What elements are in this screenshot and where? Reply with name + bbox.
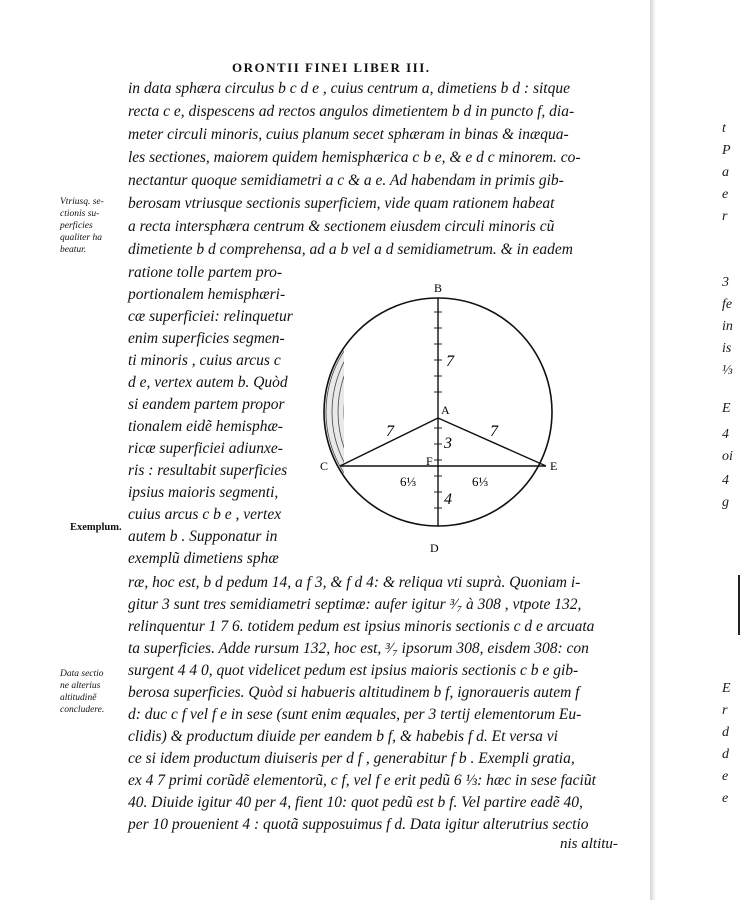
neighbor-page-fragment: r	[722, 703, 728, 718]
text-line: berosa superficies. Quòd si habueris altitudinem b f, ignoraueris autem f	[128, 684, 580, 701]
margin-note-sections: Vtriusq. se- ctionis su- perficies qualiter ha beatur.	[60, 197, 104, 255]
label-a: A	[441, 403, 450, 417]
text-line: ratione tolle partem pro-	[128, 264, 282, 281]
neighbor-page-fragment: E	[722, 401, 731, 416]
neighbor-page-fragment: is	[722, 341, 732, 356]
text-line: ti minoris , cuius arcus c	[128, 352, 281, 369]
text-line: ræ, hoc est, b d pedum 14, a f 3, & f d 4: & reliqua vti suprà. Quoniam i-	[128, 574, 581, 591]
neighbor-page-fragment: r	[722, 209, 728, 224]
neighbor-page-fragment: P	[722, 143, 731, 158]
margin-note-example: Exemplum.	[70, 522, 122, 533]
neighbor-page-fragment: fe	[722, 297, 733, 312]
text-line: autem b . Supponatur in	[128, 528, 278, 545]
running-header: ORONTII FINEI LIBER III.	[232, 60, 431, 75]
margin-note-altitude: Data sectio ne alterius altitudinẽ concludere.	[60, 669, 105, 715]
neighbor-page-fragment: e	[722, 791, 729, 806]
gutter-shadow	[650, 0, 656, 900]
label-b: B	[434, 281, 443, 295]
neighbor-page-fragment: a	[722, 165, 729, 180]
text-line: per 10 prouenient 4 : quotã supposuimus f d. Data igitur alterutrius sectio	[128, 816, 589, 833]
catchword: nis altitu-	[560, 836, 618, 852]
neighbor-page-fragment: g	[722, 495, 729, 510]
text-line: recta c e, dispescens ad rectos angulos dimetientem b d in puncto f, dia-	[128, 103, 575, 120]
label-d: D	[430, 541, 439, 555]
text-line: ricæ superficiei adiunxe-	[128, 440, 283, 457]
neighbor-page-fragment: 4	[722, 427, 729, 442]
text-line: ris : resultabit superficies	[128, 462, 288, 479]
text-line: surgent 4 4 0, quot videlicet pedum est ipsius maioris sectionis c b e gib-	[128, 662, 579, 679]
text-line: d e, vertex autem b. Quòd	[128, 374, 288, 391]
neighbor-page-fragment: t	[722, 121, 726, 136]
neighbor-page-fragment: in	[722, 319, 733, 334]
measure-fe: 6⅓	[472, 474, 489, 489]
text-line: gitur 3 sunt tres semidiametri septimæ: aufer igitur ³⁄₇ à 308 , vtpote 132,	[128, 596, 582, 613]
text-line: cuius arcus c b e , vertex	[128, 506, 282, 523]
neighbor-page-fragment: 4	[722, 473, 729, 488]
text-line: meter circuli minoris, cuius planum secet sphæram in binas & inæqua-	[128, 126, 569, 143]
text-line: ta superficies. Adde rursum 132, hoc est, ³⁄₇ ipsorum 308, eisdem 308: con	[128, 640, 589, 657]
text-line: tionalem eidẽ hemisphæ-	[128, 418, 283, 435]
text-line: a recta intersphæra centrum & sectionem eiusdem circuli minoris cũ	[128, 218, 555, 235]
text-line: dimetiente b d comprehensa, ad a b vel a d semidiametrum. & in eadem	[128, 241, 573, 258]
text-line: ipsius maioris segmenti,	[128, 484, 279, 501]
label-c: C	[320, 459, 329, 473]
text-line: si eandem partem propor	[128, 396, 285, 413]
text-line: cæ superficiei: relinquetur	[128, 308, 293, 325]
label-e: E	[550, 459, 558, 473]
measure-fd: 4	[444, 491, 452, 508]
neighbor-page-fragment: d	[722, 747, 729, 762]
text-line: exemplũ dimetiens sphæ	[128, 550, 279, 567]
text-line: ce si idem productum diuiseris per d f , generabitur f b . Exempli gratia,	[128, 750, 575, 767]
text-line: 40. Diuide igitur 40 per 4, fient 10: quot pedũ est b f. Vel partire eadẽ 40,	[128, 794, 583, 811]
text-line: nectantur quoque semidiametri a c & a e. Ad habendam in primis gib-	[128, 172, 564, 189]
neighbor-page-fragment: e	[722, 769, 729, 784]
neighbor-page-fragment: e	[722, 187, 729, 202]
measure-af: 3	[444, 435, 452, 452]
measure-ab: 7	[446, 353, 454, 370]
measure-cf: 6⅓	[400, 474, 417, 489]
text-line: clidis) & productum diuide per eandem b f, & habebis f d. Et versa vi	[128, 728, 558, 745]
measure-ae: 7	[490, 423, 498, 440]
neighbor-page-fragment: 3	[722, 275, 729, 290]
text-line: relinquentur 1 7 6. totidem pedum est ipsius minoris sectionis c d e arcuata	[128, 618, 595, 635]
text-line: enim superficies segmen-	[128, 330, 285, 347]
text-line: portionalem hemisphæri-	[128, 286, 286, 303]
text-line: d: duc c f vel f e in sese (sunt enim æquales, per 3 tertij elementorum Eu-	[128, 706, 582, 723]
label-f: F	[426, 454, 433, 468]
sphere-diagram	[300, 270, 580, 570]
text-line: berosam vtriusque sectionis superficiem, vide quam rationem habeat	[128, 195, 555, 212]
neighbor-page-fragment: ⅓	[722, 363, 733, 378]
text-line: in data sphæra circulus b c d e , cuius centrum a, dimetiens b d : sitque	[128, 80, 570, 97]
neighbor-page-fragment: oi	[722, 449, 733, 464]
text-line: ex 4 7 primi corũdẽ elementorũ, c f, vel f e erit pedũ 6 ⅓: hæc in sese faciũt	[128, 772, 596, 789]
text-line: les sectiones, maiorem quidem hemisphærica c b e, & e d c minorem. co-	[128, 149, 581, 166]
measure-ac: 7	[386, 423, 394, 440]
neighbor-page-fragment: E	[722, 681, 731, 696]
neighbor-page-fragment: d	[722, 725, 729, 740]
